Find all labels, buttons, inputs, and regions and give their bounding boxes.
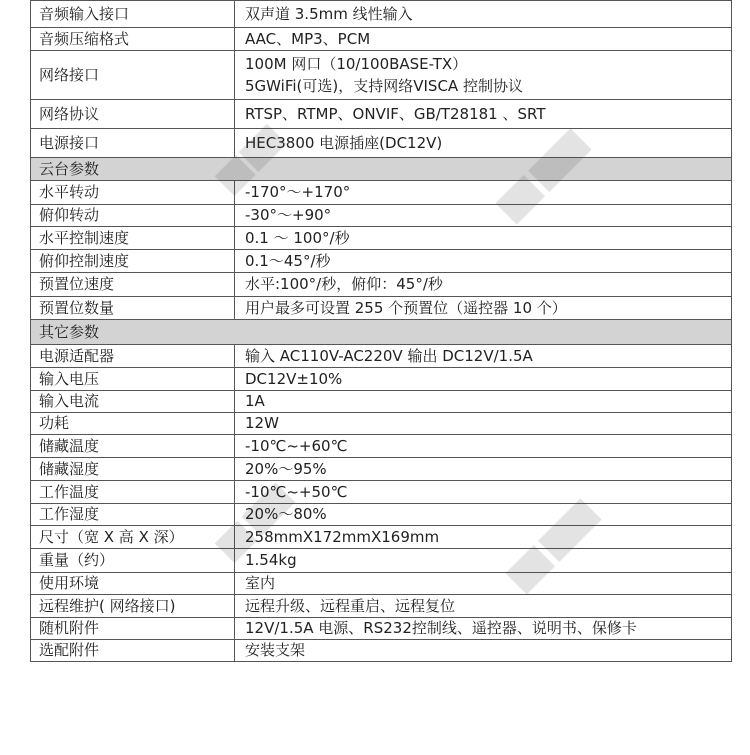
spec-label: 预置位速度: [31, 273, 235, 297]
spec-value: 输入 AC110V-AC220V 输出 DC12V/1.5A: [235, 345, 732, 368]
spec-label: 水平转动: [31, 181, 235, 205]
spec-value: 12V/1.5A 电源、RS232控制线、遥控器、说明书、保修卡: [235, 618, 732, 640]
spec-label: 预置位数量: [31, 297, 235, 320]
spec-value: 20%～95%: [235, 458, 732, 481]
spec-label: 尺寸（宽 X 高 X 深）: [31, 526, 235, 549]
spec-value: DC12V±10%: [235, 368, 732, 391]
spec-row: [31, 413, 732, 435]
spec-label: 输入电压: [31, 368, 235, 391]
spec-table: [30, 0, 732, 662]
spec-label: 功耗: [31, 413, 235, 435]
spec-row: [31, 227, 732, 250]
section-header-row: [31, 320, 732, 345]
spec-row: [31, 549, 732, 573]
spec-label: 使用环境: [31, 573, 235, 595]
spec-value: 1A: [235, 391, 732, 413]
spec-label: 网络接口: [31, 51, 235, 100]
spec-label: 电源接口: [31, 129, 235, 158]
spec-row: [31, 573, 732, 595]
spec-label: 工作温度: [31, 481, 235, 504]
spec-value: -10℃~+60℃: [235, 435, 732, 458]
spec-value: 12W: [235, 413, 732, 435]
spec-row: [31, 28, 732, 51]
spec-row: [31, 345, 732, 368]
spec-label: 网络协议: [31, 100, 235, 129]
spec-row: [31, 273, 732, 297]
spec-row: [31, 100, 732, 129]
spec-label: 储藏湿度: [31, 458, 235, 481]
spec-value: 安装支架: [235, 640, 732, 662]
spec-value: 0.1 ～ 100°/秒: [235, 227, 732, 250]
spec-label: 选配附件: [31, 640, 235, 662]
spec-row: [31, 1, 732, 28]
spec-row: [31, 504, 732, 526]
spec-value: 双声道 3.5mm 线性输入: [235, 1, 732, 28]
spec-label: 俯仰转动: [31, 205, 235, 227]
spec-value: 用户最多可设置 255 个预置位（遥控器 10 个）: [235, 297, 732, 320]
spec-row: [31, 181, 732, 205]
spec-label: 输入电流: [31, 391, 235, 413]
spec-label: 电源适配器: [31, 345, 235, 368]
spec-label: 储藏温度: [31, 435, 235, 458]
spec-label: 音频压缩格式: [31, 28, 235, 51]
spec-value: 水平:100°/秒，俯仰：45°/秒: [235, 273, 732, 297]
spec-label: 远程维护( 网络接口): [31, 595, 235, 618]
spec-label: 水平控制速度: [31, 227, 235, 250]
spec-value: 室内: [235, 573, 732, 595]
spec-value: -30°～+90°: [235, 205, 732, 227]
spec-row: [31, 435, 732, 458]
section-header-row: [31, 158, 732, 181]
section-title: 其它参数: [31, 320, 732, 345]
spec-value: [235, 51, 732, 100]
spec-value: RTSP、RTMP、ONVIF、GB/T28181 、SRT: [235, 100, 732, 129]
spec-label: 俯仰控制速度: [31, 250, 235, 273]
spec-row: [31, 51, 732, 100]
spec-row: [31, 458, 732, 481]
spec-row: [31, 297, 732, 320]
spec-row: [31, 391, 732, 413]
spec-label: 工作湿度: [31, 504, 235, 526]
spec-row: [31, 526, 732, 549]
spec-row: [31, 595, 732, 618]
spec-value: HEC3800 电源插座(DC12V): [235, 129, 732, 158]
spec-row: [31, 250, 732, 273]
section-title: 云台参数: [31, 158, 732, 181]
spec-value: 1.54kg: [235, 549, 732, 573]
spec-value-line: 5GWiFi(可选)，支持网络VISCA 控制协议: [245, 77, 523, 95]
spec-label: 音频输入接口: [31, 1, 235, 28]
spec-row: [31, 481, 732, 504]
spec-row: [31, 640, 732, 662]
spec-label: 随机附件: [31, 618, 235, 640]
spec-label: 重量（约）: [31, 549, 235, 573]
spec-table-body: [31, 1, 732, 662]
spec-value: -10℃~+50℃: [235, 481, 732, 504]
spec-row: [31, 368, 732, 391]
spec-value: 远程升级、远程重启、远程复位: [235, 595, 732, 618]
spec-value: AAC、MP3、PCM: [235, 28, 732, 51]
spec-value: 258mmX172mmX169mm: [235, 526, 732, 549]
spec-value: 20%～80%: [235, 504, 732, 526]
spec-row: [31, 129, 732, 158]
spec-value: 0.1～45°/秒: [235, 250, 732, 273]
spec-value-line: 100M 网口（10/100BASE-TX）: [245, 55, 468, 73]
spec-value: -170°～+170°: [235, 181, 732, 205]
spec-row: [31, 205, 732, 227]
spec-row: [31, 618, 732, 640]
